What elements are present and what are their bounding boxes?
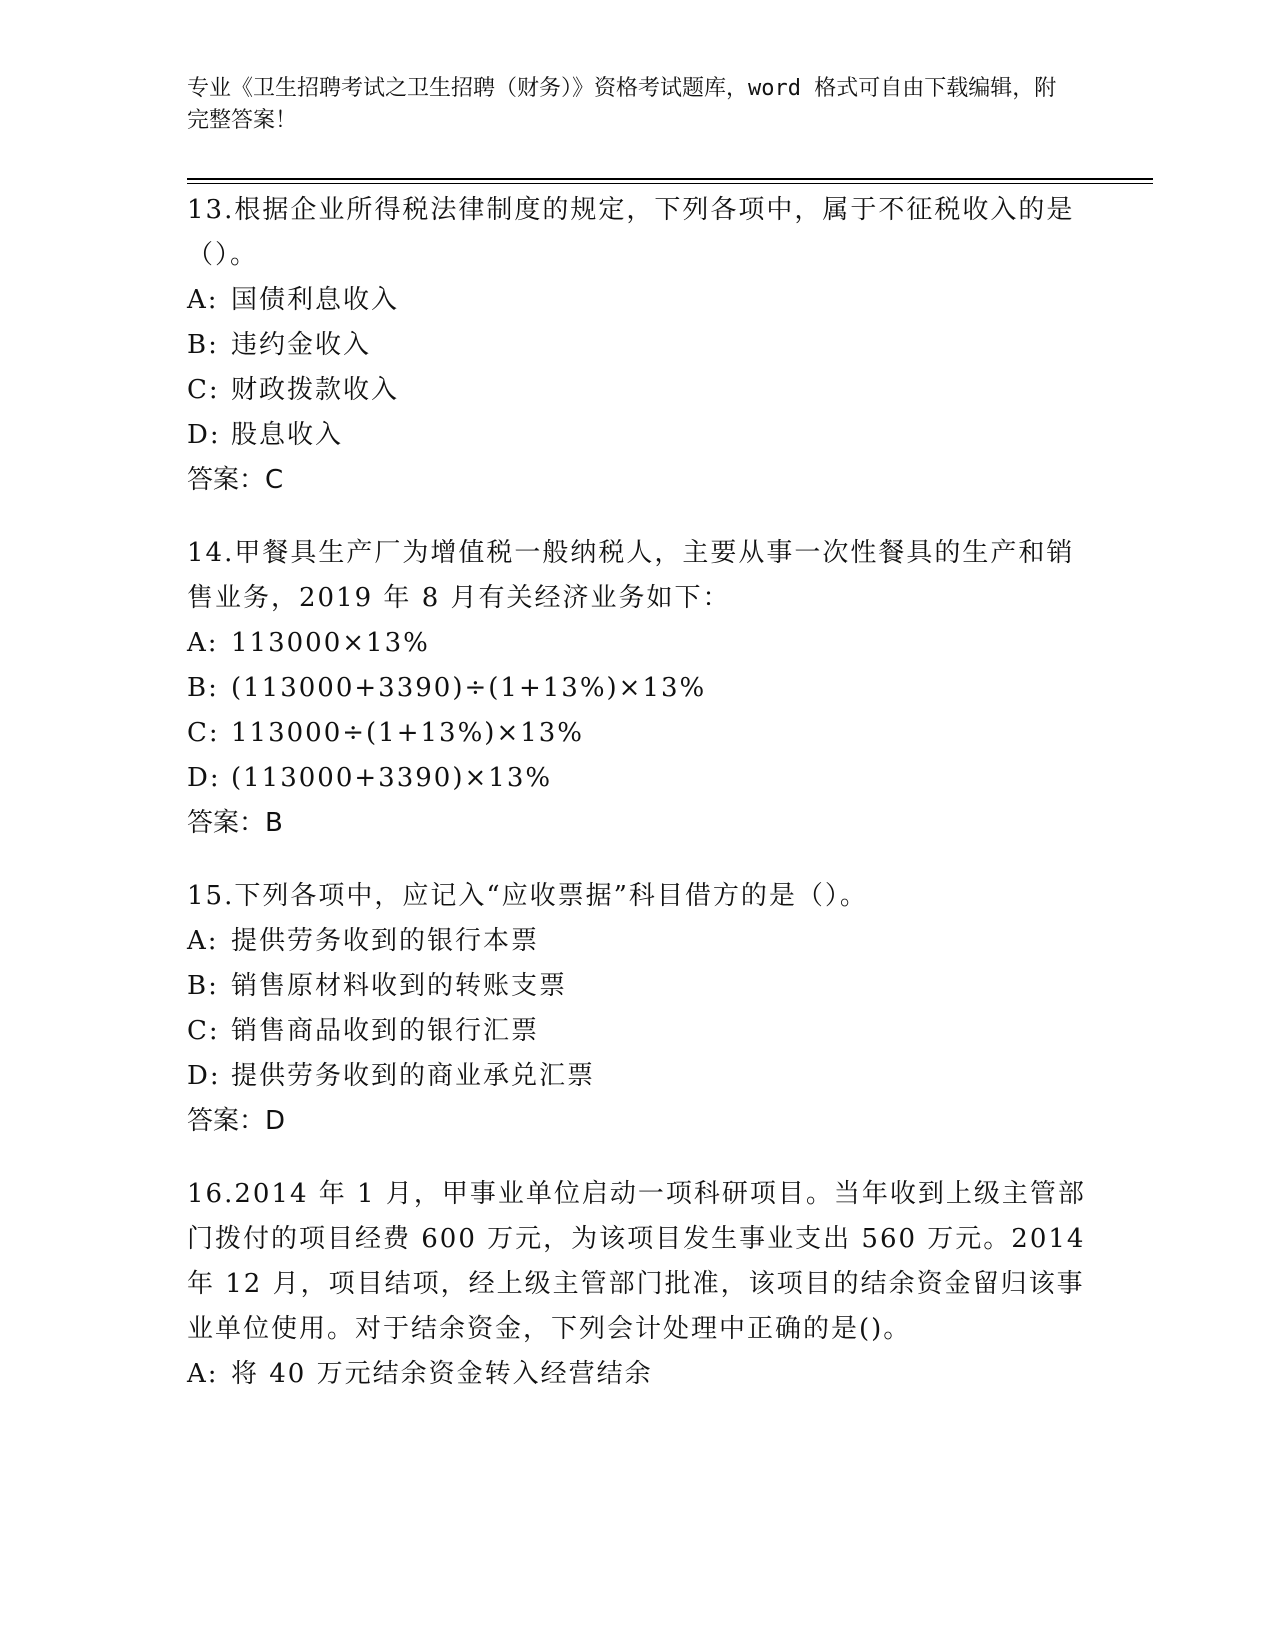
header-rule-thick xyxy=(187,178,1153,180)
option-key: C: xyxy=(187,718,220,748)
answer-line: 答案：D xyxy=(187,1106,286,1136)
option-key: C: xyxy=(187,375,220,405)
option-b xyxy=(187,323,1087,368)
document-header: 专业《卫生招聘考试之卫生招聘（财务）》资格考试题库，word 格式可自由下载编辑，附完整答案！ xyxy=(187,76,1057,133)
question-stem: 16.2014 年 1 月，甲事业单位启动一项科研项目。当年收到上级主管部门拨付的项目经费 600 万元，为该项目发生事业支出 560 万元。2014 年 12 月，项目结项，经上级主管部门批准，该项目的结余资金留归该事业单位使用。对于结余资金，下列会计处理中正确的是()。 xyxy=(187,1179,1086,1344)
option-key: D: xyxy=(187,1061,221,1091)
question-list xyxy=(187,188,1087,1425)
option-text: 提供劳务收到的商业承兑汇票 xyxy=(231,1061,596,1091)
option-text: (113000+3390)÷(1+13%)×13% xyxy=(231,673,707,703)
option-d xyxy=(187,756,1087,801)
option-text: 违约金收入 xyxy=(231,330,372,360)
option-key: A: xyxy=(187,285,219,315)
option-a xyxy=(187,919,1087,964)
option-key: B: xyxy=(187,673,219,703)
option-key: D: xyxy=(187,420,221,450)
option-key: B: xyxy=(187,330,219,360)
option-key: A: xyxy=(187,628,219,658)
option-c xyxy=(187,368,1087,413)
option-key: B: xyxy=(187,971,219,1001)
option-text: 股息收入 xyxy=(231,420,344,450)
option-b xyxy=(187,964,1087,1009)
option-text: 提供劳务收到的银行本票 xyxy=(231,926,540,956)
question-stem: 13.根据企业所得税法律制度的规定，下列各项中，属于不征税收入的是（）。 xyxy=(187,195,1075,270)
header-rule-thin xyxy=(187,183,1153,184)
option-a xyxy=(187,1352,1087,1397)
option-b xyxy=(187,666,1087,711)
option-key: A: xyxy=(187,1359,219,1389)
option-text: 113000÷(1+13%)×13% xyxy=(231,718,585,748)
option-key: D: xyxy=(187,763,221,793)
option-text: (113000+3390)×13% xyxy=(231,763,553,793)
question-stem: 14.甲餐具生产厂为增值税一般纳税人，主要从事一次性餐具的生产和销售业务，2019 年 8 月有关经济业务如下： xyxy=(187,538,1075,613)
option-text: 销售商品收到的银行汇票 xyxy=(231,1016,540,1046)
option-text: 销售原材料收到的转账支票 xyxy=(231,971,568,1001)
question-14 xyxy=(187,531,1087,846)
question-15 xyxy=(187,874,1087,1144)
option-d xyxy=(187,1054,1087,1099)
option-text: 113000×13% xyxy=(231,628,430,658)
option-text: 财政拨款收入 xyxy=(231,375,400,405)
answer-line: 答案：B xyxy=(187,808,283,838)
question-16 xyxy=(187,1172,1087,1397)
option-a xyxy=(187,621,1087,666)
answer-line: 答案：C xyxy=(187,465,284,495)
option-c xyxy=(187,1009,1087,1054)
option-c xyxy=(187,711,1087,756)
option-text: 将 40 万元结余资金转入经营结余 xyxy=(231,1359,653,1389)
option-key: C: xyxy=(187,1016,220,1046)
option-text: 国债利息收入 xyxy=(231,285,400,315)
question-13 xyxy=(187,188,1087,503)
option-d xyxy=(187,413,1087,458)
question-stem: 15.下列各项中，应记入“应收票据”科目借方的是（）。 xyxy=(187,881,868,911)
option-key: A: xyxy=(187,926,219,956)
option-a xyxy=(187,278,1087,323)
